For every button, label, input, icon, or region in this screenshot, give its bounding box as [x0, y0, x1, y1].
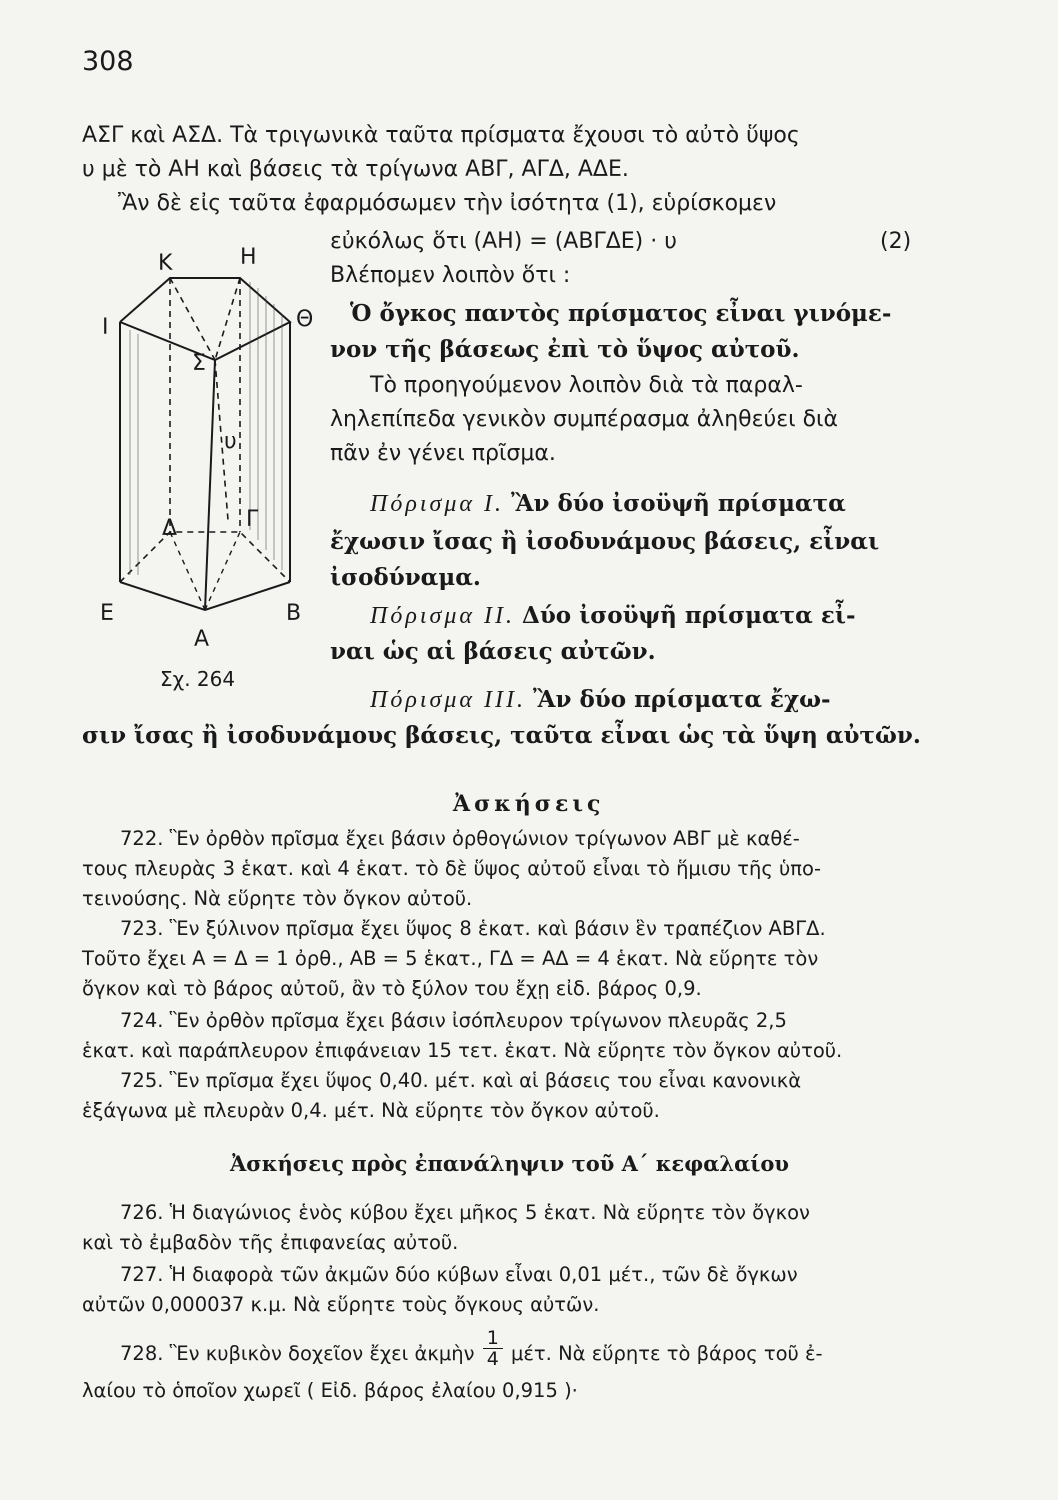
corollary-1-label: Πόρισμα Ι. [370, 491, 504, 517]
corollary-3-text: Ἂν δύο πρίσματα ἔχω- [532, 686, 831, 713]
corollary-2-line-1 [370, 602, 856, 631]
exercise-725-line-1: 725. Ἓν πρῖσμα ἔχει ὕψος 0,40. μέτ. καὶ αἱ βάσεις του εἶναι κανονικὰ [120, 1069, 802, 1092]
prism-figure [100, 230, 330, 700]
exercise-723-line-2: Τοῦτο ἔχει Α = Δ = 1 ὀρθ., ΑΒ = 5 ἑκατ., ΓΔ = ΑΔ = 4 ἑκατ. Νὰ εὕρητε τὸν [82, 947, 819, 970]
corollary-2-text: Δύο ἰσοϋψῆ πρίσματα εἶ- [521, 602, 856, 629]
exercise-726-line-2: καὶ τὸ ἐμβαδὸν τῆς ἐπιφανείας αὐτοῦ. [82, 1231, 459, 1254]
exercise-722-line-3: τεινούσης. Νὰ εὕρητε τὸν ὄγκον αὐτοῦ. [82, 887, 473, 910]
corollary-2-label: Πόρισμα ΙΙ. [370, 603, 515, 629]
corollary-2-line-2: ναι ὡς αἱ βάσεις αὐτῶν. [330, 638, 656, 665]
fraction-numerator: 1 [486, 1327, 499, 1349]
exercise-723-line-1: 723. Ἓν ξύλινον πρῖσμα ἔχει ὕψος 8 ἑκατ. καὶ βάσιν ἓν τραπέζιον ΑΒΓΔ. [120, 917, 826, 940]
corollary-1-line-2: ἔχωσιν ἴσας ἢ ἰσοδυνάμους βάσεις, εἶναι [330, 528, 880, 555]
label-H: Η [240, 245, 257, 270]
remark-line-3: πᾶν ἐν γένει πρῖσμα. [330, 441, 556, 466]
label-Theta: Θ [296, 307, 314, 332]
figure-caption: Σχ. 264 [160, 667, 236, 691]
label-u: υ [224, 429, 237, 454]
remark-line-1: Τὸ προηγούμενον λοιπὸν διὰ τὰ παραλ- [370, 373, 803, 398]
page-number: 308 [82, 46, 134, 77]
exercises-title: Ἀσκήσεις [453, 791, 605, 817]
equation-number: (2) [880, 229, 912, 254]
theorem-line-2: νον τῆς βάσεως ἐπὶ τὸ ὕψος αὐτοῦ. [330, 336, 800, 363]
label-B: Β [286, 601, 302, 626]
corollary-3-label: Πόρισμα ΙΙΙ. [370, 687, 526, 713]
exercise-722-line-2: τους πλευρὰς 3 ἑκατ. καὶ 4 ἑκατ. τὸ δὲ ὕψος αὐτοῦ εἶναι τὸ ἥμισυ τῆς ὑπο- [82, 857, 822, 880]
label-I: Ι [102, 315, 109, 340]
edge-SigmaA [205, 360, 215, 610]
top-face-edges [120, 278, 290, 360]
corollary-1-line-3: ἰσοδύναμα. [330, 564, 481, 591]
theorem-line-1: Ὁ ὄγκος παντὸς πρίσματος εἶναι γινόμε- [350, 300, 892, 327]
exercise-723-line-3: ὄγκον καὶ τὸ βάρος αὐτοῦ, ἂν τὸ ξύλον του ἔχῃ εἰδ. βάρος 0,9. [82, 977, 702, 1000]
intro-line-3: Ἂν δὲ εἰς ταῦτα ἐφαρμόσωμεν τὴν ἰσότητα (1), εὑρίσκομεν [118, 191, 777, 216]
label-Gamma: Γ [246, 507, 259, 532]
corollary-1-text: Ἂν δύο ἰσοϋψῆ πρίσματα [511, 490, 846, 517]
label-K: Κ [158, 251, 173, 276]
intro-line-2: υ μὲ τὸ ΑΗ καὶ βάσεις τὰ τρίγωνα ΑΒΓ, ΑΓΔ, ΑΔΕ. [82, 157, 629, 182]
corollary-1-line-1 [370, 490, 846, 519]
exercise-728-line-1 [120, 1327, 823, 1375]
intro-line-5: Βλέπομεν λοιπὸν ὅτι : [330, 263, 571, 288]
label-E: Ε [100, 601, 114, 626]
exercise-724-line-1: 724. Ἓν ὀρθὸν πρῖσμα ἔχει βάσιν ἰσόπλευρον τρίγωνον πλευρᾶς 2,5 [120, 1009, 787, 1032]
fraction-denominator: 4 [483, 1348, 503, 1369]
exercise-728-line-2: λαίου τὸ ὁποῖον χωρεῖ ( Εἰδ. βάρος ἐλαίου 0,915 )· [82, 1379, 578, 1402]
remark-line-2: ληλεπίπεδα γενικὸν συμπέρασμα ἀληθεύει διὰ [330, 407, 838, 432]
exercise-727-line-1: 727. Ἡ διαφορὰ τῶν ἀκμῶν δύο κύβων εἶναι 0,01 μέτ., τῶν δὲ ὄγκων [120, 1263, 798, 1286]
exercise-726-line-1: 726. Ἡ διαγώνιος ἑνὸς κύβου ἔχει μῆκος 5 ἑκατ. Νὰ εὕρητε τὸν ὄγκον [120, 1201, 810, 1224]
corollary-3-line-1 [370, 686, 831, 715]
label-A: Α [194, 627, 210, 652]
exercise-728-pre: 728. Ἓν κυβικὸν δοχεῖον ἔχει ἀκμὴν [120, 1342, 475, 1365]
label-Sigma: Σ [192, 351, 206, 376]
label-Delta: Δ [162, 516, 178, 541]
review-title: Ἀσκήσεις πρὸς ἐπανάληψιν τοῦ Α΄ κεφαλαίου [230, 1151, 789, 1176]
fraction-one-quarter [483, 1328, 503, 1369]
exercise-722-line-1: 722. Ἓν ὀρθὸν πρῖσμα ἔχει βάσιν ὀρθογώνιον τρίγωνον ΑΒΓ μὲ καθέ- [120, 827, 800, 850]
intro-line-1: ΑΣΓ καὶ ΑΣΔ. Τὰ τριγωνικὰ ταῦτα πρίσματα ἔχουσι τὸ αὐτὸ ὕψος [82, 123, 800, 148]
exercise-725-line-2: ἑξάγωνα μὲ πλευρὰν 0,4. μέτ. Νὰ εὕρητε τὸν ὄγκον αὐτοῦ. [82, 1099, 660, 1122]
exercise-724-line-2: ἑκατ. καὶ παράπλευρον ἐπιφάνειαν 15 τετ. ἑκατ. Νὰ εὕρητε τὸν ὄγκον αὐτοῦ. [82, 1039, 843, 1062]
intro-line-4: εὐκόλως ὅτι (ΑΗ) = (ΑΒΓΔΕ) · υ [330, 229, 677, 254]
corollary-3-line-2: σιν ἴσας ἢ ἰσοδυνάμους βάσεις, ταῦτα εἶναι ὡς τὰ ὕψη αὐτῶν. [82, 722, 921, 749]
exercise-728-post: μέτ. Νὰ εὕρητε τὸ βάρος τοῦ ἐ- [510, 1342, 823, 1365]
exercise-727-line-2: αὐτῶν 0,000037 κ.μ. Νὰ εὕρητε τοὺς ὄγκους αὐτῶν. [82, 1293, 600, 1316]
